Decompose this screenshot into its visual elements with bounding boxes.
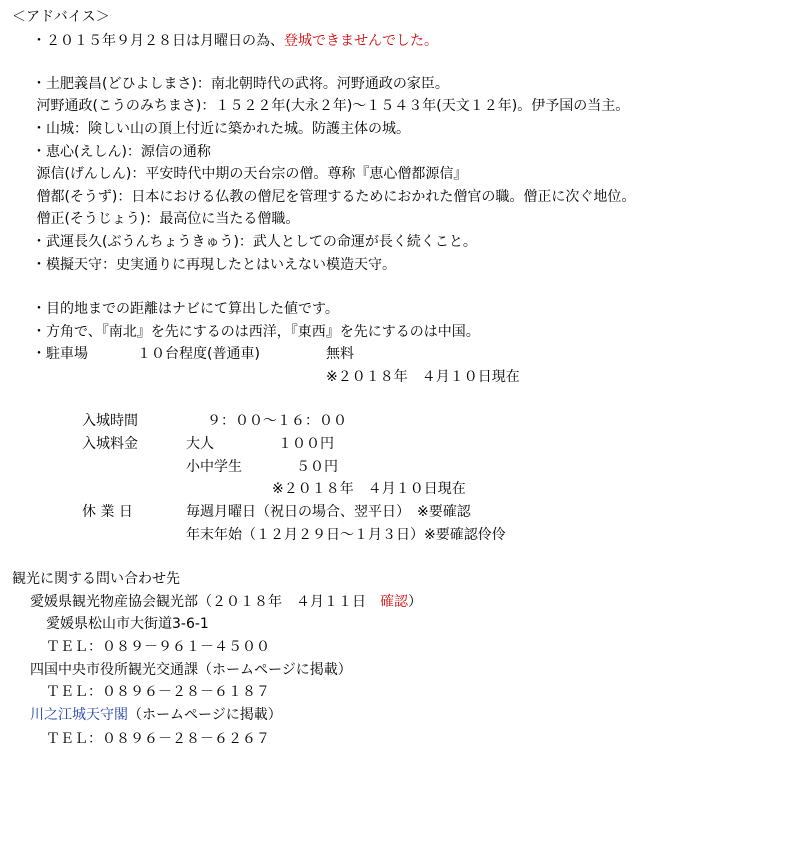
org3-link[interactable]: 川之江城天守閣: [30, 707, 128, 723]
parking-asof: ※２０１８年 ４月１０日現在: [326, 369, 520, 385]
org1-tel: ＴＥＬ：０８９－９６１－４５００: [46, 639, 270, 655]
fee-label: 入城料金: [82, 436, 138, 452]
note-yamajiro: ・山城：険しい山の頂上付近に築かれた城。防護主体の城。: [32, 121, 410, 137]
contacts-heading: 観光に関する問い合わせ先: [12, 571, 180, 587]
adult-fee: １００円: [278, 436, 334, 452]
parking-fee: 無料: [326, 346, 354, 362]
org1-name-suffix: ）: [408, 594, 422, 610]
org1-confirm: 確認: [380, 594, 408, 610]
distance-note: ・目的地までの距離はナビにて算出した値です。: [32, 301, 339, 317]
hours-label: 入城時間: [82, 413, 138, 429]
advice-heading: ＜アドバイス＞: [12, 9, 110, 25]
adult-label: 大人: [186, 436, 214, 452]
note-eshin: ・恵心(えしん)：源信の通称: [32, 144, 211, 160]
closed-newyear: 年末年始（１２月２９日～１月３日）※要確認伶伶: [186, 527, 506, 543]
org1-name: [30, 593, 422, 611]
child-fee: ５０円: [296, 459, 338, 475]
parking-label: ・駐車場: [32, 346, 88, 362]
org2-tel: ＴＥＬ：０８９６－２８－６１８７: [46, 684, 270, 700]
note-soujou: 僧正(そうじょう)：最高位に当たる僧職。: [32, 211, 300, 227]
org3-name: [30, 706, 282, 724]
hours-value: ９：００～１６：００: [207, 413, 347, 429]
note-buun: ・武運長久(ぶうんちょうきゅう)：武人としての命運が長く続くこと。: [32, 234, 477, 250]
child-label: 小中学生: [186, 459, 242, 475]
closed-note-prefix: ・２０１５年９月２８日は月曜日の為、: [32, 33, 284, 49]
org1-name-prefix: 愛媛県観光物産協会観光部（２０１８年 ４月１１日: [30, 594, 380, 610]
parking-capacity: １０台程度(普通車): [137, 346, 260, 362]
note-mogi-tenshu: ・模擬天守：史実通りに再現したとはいえない模造天守。: [32, 257, 396, 273]
direction-note: ・方角で、『南北』を先にするのは西洋，『東西』を先にするのは中国。: [32, 324, 480, 340]
note-souzu: 僧都(そうず)：日本における仏教の僧尼を管理するためにおかれた僧官の職。僧正に次ぐ地位。: [32, 189, 636, 205]
closed-weekly: 毎週月曜日（祝日の場合、翌平日） ※要確認: [186, 504, 471, 520]
note-genshin: 源信(げんしん)：平安時代中期の天台宗の僧。尊称『恵心僧都源信』: [32, 166, 468, 182]
org1-address: 愛媛県松山市大街道3-6-1: [46, 616, 209, 632]
closed-note: [32, 32, 438, 50]
note-kono: 河野通政(こうのみちまさ)：１５２２年(大永２年)～１５４３年(天文１２年)。伊予国の当主。: [32, 98, 630, 114]
closed-note-red: 登城できませんでした。: [284, 33, 438, 49]
org3-tel: ＴＥＬ：０８９６－２８－６２６７: [46, 731, 270, 747]
note-dohi: ・土肥義昌(どひよしまさ)：南北朝時代の武将。河野通政の家臣。: [32, 76, 449, 92]
org3-suffix: （ホームページに掲載）: [128, 707, 282, 723]
org2-name: 四国中央市役所観光交通課（ホームページに掲載）: [30, 662, 352, 678]
admission-asof: ※２０１８年 ４月１０日現在: [272, 481, 466, 497]
closed-days-label: 休 業 日: [82, 504, 133, 520]
